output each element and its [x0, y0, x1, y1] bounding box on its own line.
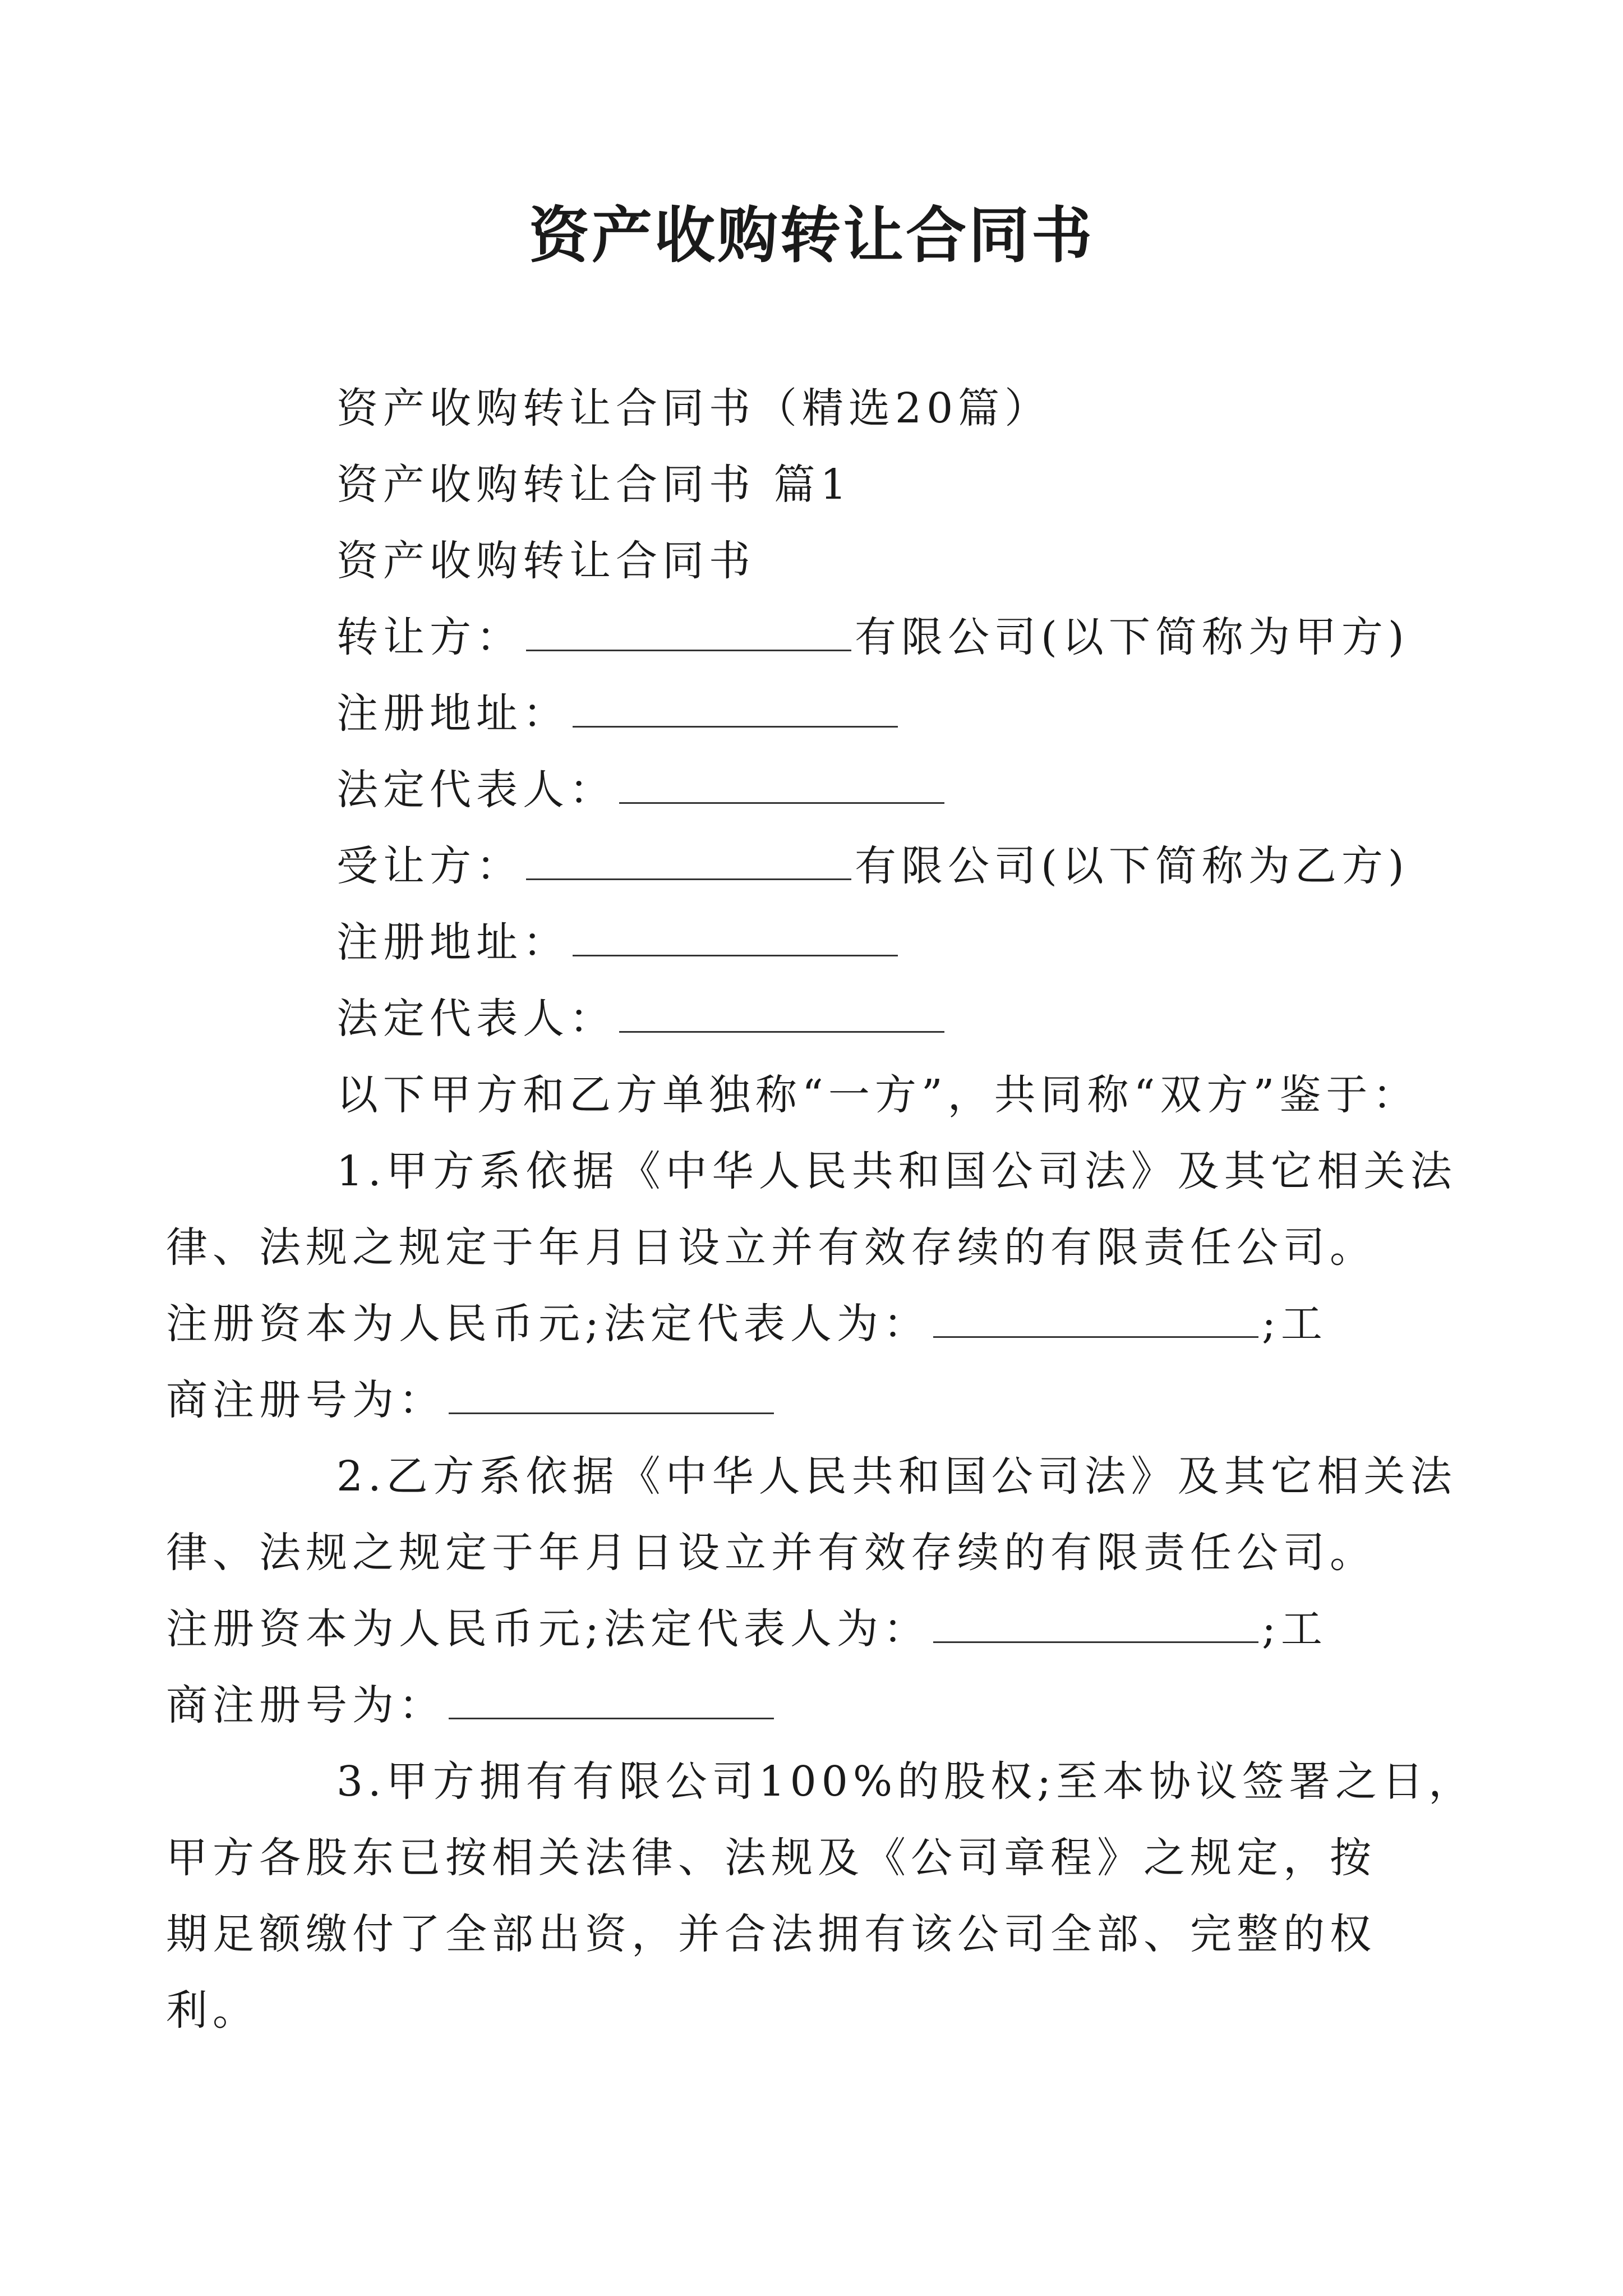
transferee-blank[interactable]	[526, 839, 851, 880]
legal-rep-line-2	[251, 981, 1407, 1057]
clause-1-line-1: 1.甲方系依据《中华人民共和国公司法》及其它相关法	[336, 1147, 1457, 1195]
clause-2-line-1: 2.乙方系依据《中华人民共和国公司法》及其它相关法	[336, 1452, 1457, 1501]
document-body	[166, 370, 1476, 2049]
clause-1-line-2: 律、法规之规定于年月日设立并有效存续的有限责任公司。	[166, 1223, 1376, 1272]
clause-2-line-4	[166, 1667, 1407, 1743]
section-heading: 资产收购转让合同书 篇1	[336, 461, 852, 509]
clause-1	[166, 1133, 1457, 1438]
clause-1-tail: ;工	[1261, 1300, 1327, 1348]
clause-3-line-4: 利。	[166, 1986, 259, 2035]
reg-address-blank-2[interactable]	[573, 915, 898, 956]
clause-3-line-2: 甲方各股东已按相关法律、法规及《公司章程》之规定，按	[166, 1834, 1376, 1882]
subtitle: 资产收购转让合同书（精选20篇）	[336, 384, 1052, 432]
clause-2-tail: ;工	[1261, 1605, 1327, 1653]
reg-address-blank[interactable]	[573, 687, 898, 728]
transferor-suffix: 有限公司(以下简称为甲方)	[855, 613, 1409, 661]
transferor-label: 转让方：	[336, 613, 523, 661]
transferee-suffix: 有限公司(以下简称为乙方)	[855, 842, 1409, 890]
clause-2	[166, 1438, 1457, 1743]
transferor-blank[interactable]	[526, 610, 851, 651]
clause-2-reg-no-label: 商注册号为：	[166, 1681, 445, 1729]
clause-2-reg-no-blank[interactable]	[449, 1678, 774, 1719]
reg-address-line-2	[251, 904, 1407, 981]
clause-1-capital-text: 注册资本为人民币元;法定代表人为：	[166, 1300, 930, 1348]
doc-heading: 资产收购转让合同书	[336, 537, 755, 585]
reg-address-label: 注册地址：	[336, 689, 569, 738]
clause-3-line-1: 3.甲方拥有有限公司100%的股权;至本协议签署之日，	[336, 1757, 1476, 1806]
clause-2-rep-blank[interactable]	[933, 1602, 1258, 1643]
transferee-line	[251, 828, 1407, 904]
document-title: 资产收购转让合同书	[528, 200, 1094, 271]
legal-rep-label-2: 法定代表人：	[336, 995, 616, 1043]
transferee-label: 受让方：	[336, 842, 523, 890]
legal-rep-line	[251, 752, 1407, 828]
clause-2-line-3	[166, 1591, 1407, 1667]
legal-rep-blank[interactable]	[619, 763, 944, 804]
clause-1-line-4	[166, 1362, 1407, 1438]
legal-rep-label: 法定代表人：	[336, 766, 616, 814]
clause-3-line-3: 期足额缴付了全部出资，并合法拥有该公司全部、完整的权	[166, 1910, 1376, 1958]
transferor-line	[251, 599, 1407, 675]
reg-address-line	[251, 675, 1407, 752]
clause-2-capital-text: 注册资本为人民币元;法定代表人为：	[166, 1605, 930, 1653]
clause-2-line-2: 律、法规之规定于年月日设立并有效存续的有限责任公司。	[166, 1529, 1376, 1577]
clause-1-rep-blank[interactable]	[933, 1297, 1258, 1338]
reg-address-label-2: 注册地址：	[336, 918, 569, 967]
clause-1-reg-no-blank[interactable]	[449, 1373, 774, 1414]
clause-1-reg-no-label: 商注册号为：	[166, 1376, 445, 1424]
whereas-line: 以下甲方和乙方单独称“一方”，共同称“双方”鉴于：	[336, 1071, 1419, 1119]
clause-3	[166, 1743, 1476, 2049]
legal-rep-blank-2[interactable]	[619, 992, 944, 1033]
clause-1-line-3	[166, 1286, 1407, 1362]
